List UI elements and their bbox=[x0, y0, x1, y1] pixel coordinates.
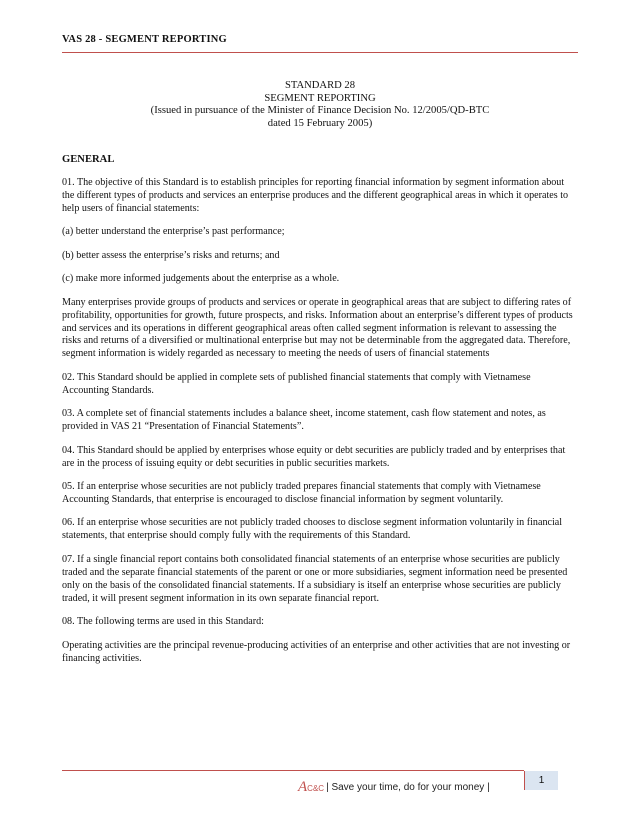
standard-number: STANDARD 28 bbox=[284, 80, 356, 91]
section-heading: GENERAL bbox=[62, 154, 115, 165]
paragraph-02: 02. This Standard should be applied in complete sets of published financial statements that comply with Vietnamese Accounting Standards. bbox=[62, 371, 531, 396]
header-divider bbox=[62, 52, 578, 53]
page-number: 1 bbox=[524, 771, 558, 790]
paragraph-08: 08. The following terms are used in this Standard: bbox=[62, 616, 264, 628]
logo-letter: A bbox=[298, 779, 308, 795]
paragraph-03: 03. A complete set of financial statements includes a balance sheet, income statement, cash flow statement and notes, as provided in VAS 21 “Presentation of Financial Statements”. bbox=[62, 408, 546, 433]
paragraph-operating-activities: Operating activities are the principal revenue-producing activities of an enterprise and other activities that are not investing or financing activities. bbox=[62, 639, 571, 664]
paragraph-05: 05. If an enterprise whose securities are not publicly traded prepares financial statements that comply with Vietnamese Accounting Standards, that enterprise is encouraged to disclose financial information by segment voluntarily. bbox=[62, 481, 541, 505]
paragraph-07: 07. If a single financial report contains both consolidated financial statements of an enterprise whose securities are publicly traded and the separate financial statements of the parent or one or more subsidiaries, segment information need be presented only on the basis of the consolidated financial statements. If a subsidiary is itself an enterprise whose securities are publicly traded, it will present segment information in its own separate financial report. bbox=[62, 553, 568, 604]
company-logo bbox=[298, 780, 324, 794]
paragraph-04: 04. This Standard should be applied by enterprises whose equity or debt securities are publicly traded and by enterprises that are in the process of issuing equity or debt securities in public securities markets. bbox=[62, 444, 566, 469]
paragraph-segment-info: Many enterprises provide groups of products and services or operate in geographical areas that are subject to differing rates of profitability, opportunities for growth, future prospects, and risks. Information about an enterprise’s different types of products and services and its operations in different geographical areas often called segment information is relevant to assessing the risks and returns of a diversified or multinational enterprise but may not be determinable from the aggregated data. Therefore, segment information is widely regarded as necessary to meeting the needs of users of financial statements bbox=[62, 296, 573, 360]
list-item-a: (a) better understand the enterprise’s past performance; bbox=[62, 226, 285, 238]
list-item-c: (c) make more informed judgements about the enterprise as a whole. bbox=[62, 273, 340, 285]
running-header: VAS 28 - SEGMENT REPORTING bbox=[62, 34, 227, 45]
logo-text: C&C bbox=[307, 784, 325, 793]
paragraph-06: 06. If an enterprise whose securities are not publicly traded chooses to disclose segment information voluntarily in financial statements, that enterprise should comply fully with the requirements of this Standard. bbox=[62, 517, 563, 542]
paragraph-01: 01. The objective of this Standard is to establish principles for reporting financial information by segment information about the different types of products and services an enterprise produces and the different geographical areas in which it operates to help users of financial statements: bbox=[62, 176, 569, 214]
footer bbox=[298, 780, 490, 794]
document-body bbox=[62, 154, 578, 676]
standard-name: SEGMENT REPORTING bbox=[264, 92, 376, 104]
issuance-note: (Issued in pursuance of the Minister of Finance Decision No. 12/2005/QD-BTC bbox=[150, 105, 490, 116]
standard-title-block bbox=[62, 80, 578, 130]
footer-divider bbox=[62, 770, 524, 771]
list-item-b: (b) better assess the enterprise’s risks and returns; and bbox=[62, 249, 280, 261]
issuance-date: dated 15 February 2005) bbox=[267, 117, 373, 129]
footer-tagline: | Save your time, do for your money | bbox=[326, 781, 490, 793]
